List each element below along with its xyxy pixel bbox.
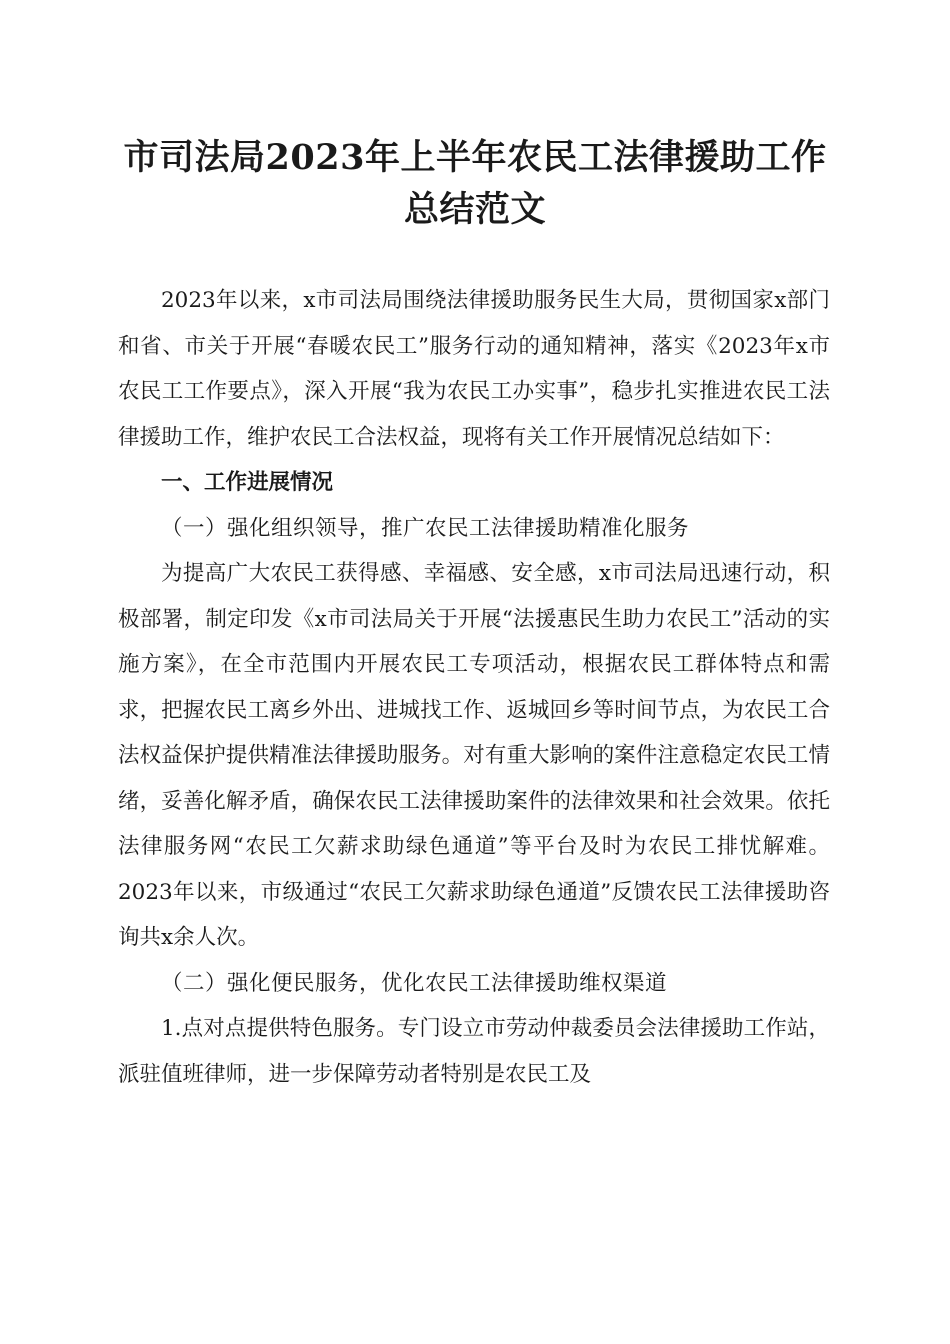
subsection-heading-2: （二）强化便民服务，优化农民工法律援助维权渠道 <box>161 970 668 996</box>
title-line-2: 总结范文 <box>403 189 546 230</box>
document-body <box>118 278 830 1097</box>
body-paragraph-2: 1.点对点提供特色服务。专门设立市劳动仲裁委员会法律援助工作站，派驻值班律师，进一步保障劳动者特别是农民工及 <box>118 1016 830 1087</box>
title-line-1: 市司法局2023年上半年农民工法律援助工作 <box>123 137 827 178</box>
body-paragraph-1: 为提高广大农民工获得感、幸福感、安全感，x市司法局迅速行动，积极部署，制定印发《x市司法局关于开展“法援惠民生助力农民工”活动的实施方案》，在全市范围内开展农民工专项活动，根据农民工群体特点和需求，把握农民工离乡外出、进城找工作、返城回乡等时间节点，为农民工合法权益保护提供精准法律援助服务。对有重大影响的案件注意稳定农民工情绪，妥善化解矛盾，确保农民工法律援助案件的法律效果和社会效果。依托法律服务网“农民工欠薪求助绿色通道”等平台及时为农民工排忧解难。2023年以来，市级通过“农民工欠薪求助绿色通道”反馈农民工法律援助咨询共x余人次。 <box>118 561 830 950</box>
subsection-heading-1: （一）强化组织领导，推广农民工法律援助精准化服务 <box>161 515 690 541</box>
document-title <box>110 132 840 236</box>
section-heading-1: 一、工作进展情况 <box>161 470 334 495</box>
intro-paragraph: 2023年以来，x市司法局围绕法律援助服务民生大局，贯彻国家x部门和省、市关于开展“春暖农民工”服务行动的通知精神，落实《2023年x市农民工工作要点》，深入开展“我为农民工办实事”，稳步扎实推进农民工法律援助工作，维护农民工合法权益，现将有关工作开展情况总结如下： <box>118 288 830 450</box>
